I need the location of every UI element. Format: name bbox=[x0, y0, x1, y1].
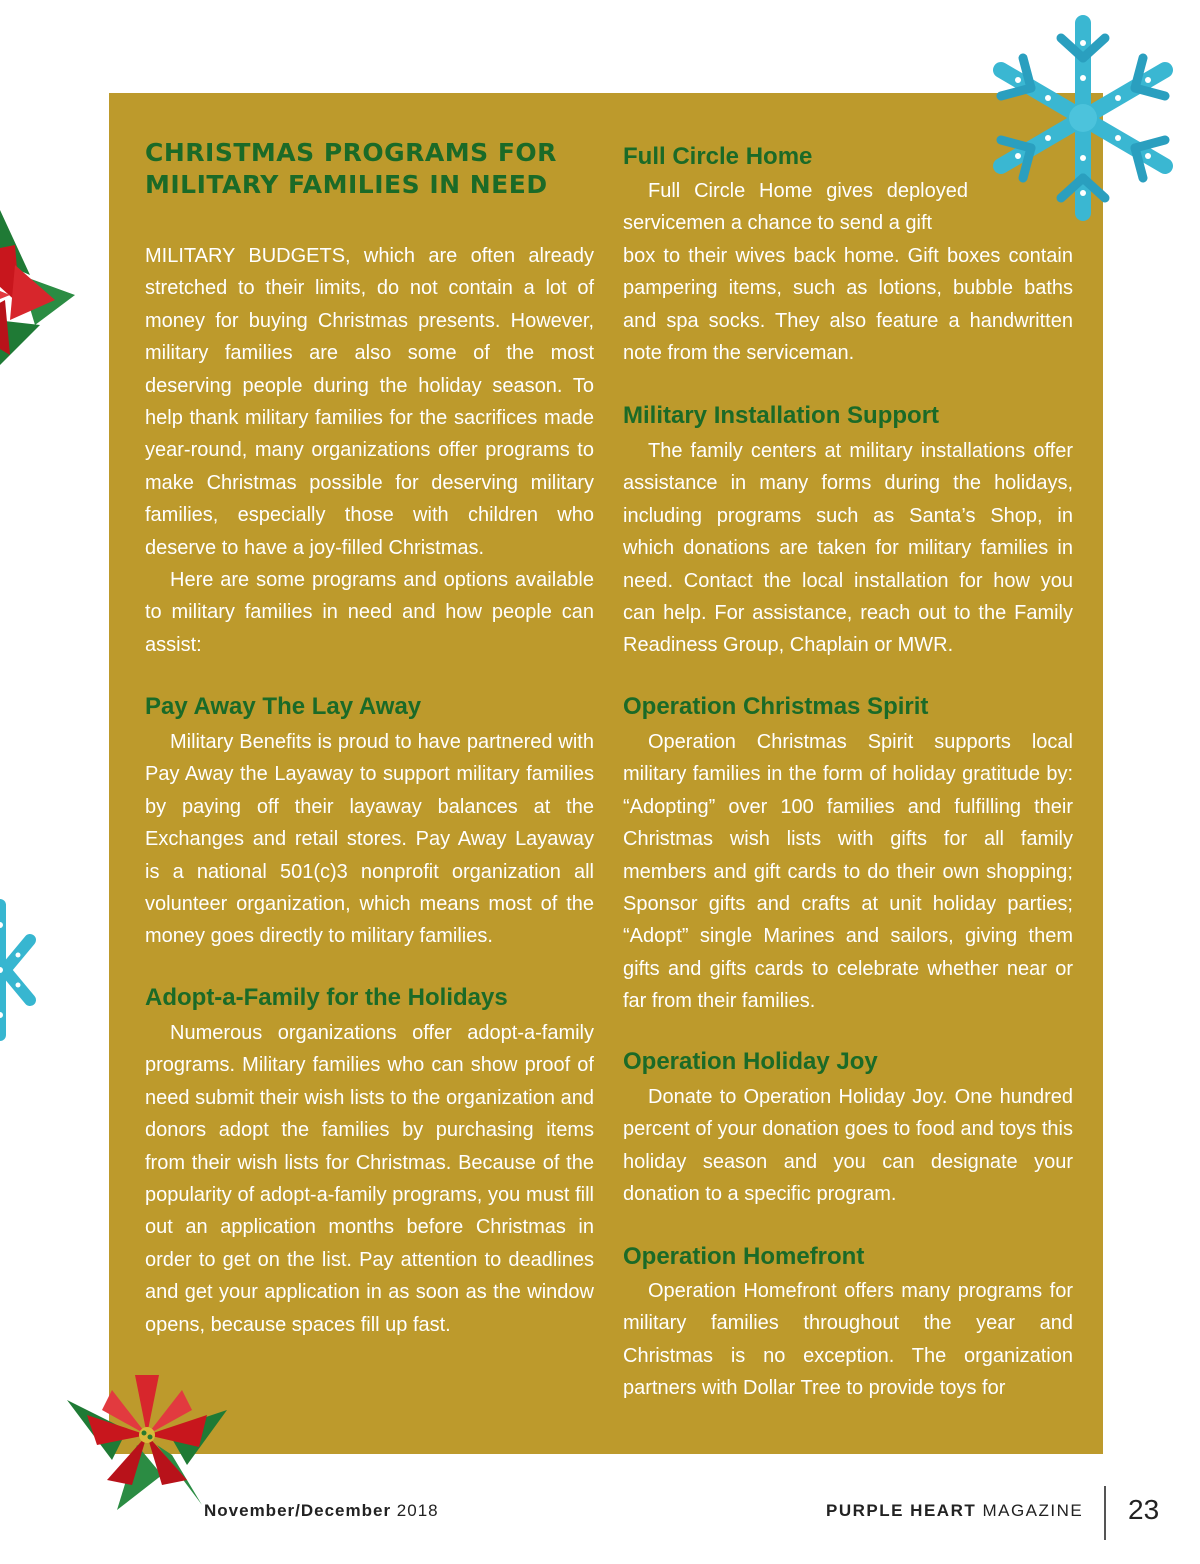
intro-text: , which are often already stretched to their limits, do not contain a lot of money for buying Christmas presents. However, military families are also some of the most deserving people during the holiday season. To help thank military families for the sacrifices made year-round, many organizations offer programs to make Christmas possible for deserving military families, especially those with children who deserve to have a joy-filled Christmas. bbox=[145, 245, 594, 559]
poinsettia-bottom-icon bbox=[65, 1365, 230, 1515]
section-heading-full-circle-home: Full Circle Home bbox=[623, 143, 813, 170]
poinsettia-left-icon bbox=[0, 205, 90, 405]
section-body-adopt-a-family: Numerous organizations offer adopt-a-family programs. Military families who can show proof of need submit their wish lists to the organization and donors adopt the families by purchasing items from their wish lists for Christmas. Because of the popularity of adopt-a-family programs, you must fill out an application months before Christmas in order to get on the list. Pay attention to deadlines and get your application in as soon as the window opens, because spaces fill up fast. bbox=[145, 1022, 594, 1336]
snowflake-left-icon bbox=[0, 895, 50, 1045]
footer-divider bbox=[1104, 1486, 1106, 1540]
section-body-pay-away: Military Benefits is proud to have partnered with Pay Away the Layaway to support military families by paying off their layaway balances at the Exchanges and retail stores. Pay Away Layaway is a national 501(c)3 nonprofit organization all volunteer organization, which means most of the money goes directly to military families. bbox=[145, 731, 594, 948]
intro-paragraph-2: Here are some programs and options available to military families in need and how people can assist: bbox=[145, 569, 594, 656]
section-body-christmas-spirit: Operation Christmas Spirit supports local military families in the form of holiday gratitude by: “Adopting” over 100 families and fulfilling their Christmas wish lists with gifts for all family members and gift cards to do their own shopping; Sponsor gifts and crafts at unit holiday parties; “Adopt” single Marines and sailors, giving them gifts and gifts cards to celebrate whether near or far from their families. bbox=[623, 731, 1073, 1013]
issue-year: 2018 bbox=[391, 1501, 439, 1520]
section-heading-holiday-joy: Operation Holiday Joy bbox=[623, 1048, 878, 1075]
page-number: 23 bbox=[1128, 1494, 1160, 1525]
intro-lead: MILITARY BUDGETS bbox=[145, 245, 346, 267]
issue-date bbox=[204, 1501, 439, 1521]
section-heading-adopt-a-family: Adopt-a-Family for the Holidays bbox=[145, 984, 508, 1011]
section-body-installation-support: The family centers at military installations offer assistance in many forms during the holidays, including programs such as Santa’s Shop, in which donations are taken for military families in need. Contact the local installation for how you can help. For assistance, reach out to the Family Readiness Group, Chaplain or MWR. bbox=[623, 440, 1073, 657]
title-line-1: CHRISTMAS PROGRAMS FOR bbox=[145, 138, 557, 167]
issue-month: November/December bbox=[204, 1501, 392, 1520]
section-body-full-circle-home-a: Full Circle Home gives deployed servicemen a chance to send a gift bbox=[623, 180, 968, 235]
magazine-name-bold: PURPLE HEART bbox=[826, 1501, 977, 1520]
section-heading-pay-away: Pay Away The Lay Away bbox=[145, 693, 422, 720]
section-heading-homefront: Operation Homefront bbox=[623, 1243, 865, 1270]
magazine-name-rest: MAGAZINE bbox=[976, 1501, 1084, 1520]
section-heading-installation-support: Military Installation Support bbox=[623, 402, 940, 429]
section-heading-christmas-spirit: Operation Christmas Spirit bbox=[623, 693, 929, 720]
title-line-2: MILITARY FAMILIES IN NEED bbox=[145, 170, 548, 199]
intro-paragraph bbox=[145, 240, 594, 564]
section-body-full-circle-home-b: box to their wives back home. Gift boxes contain pampering items, such as lotions, bubble baths and spa socks. They also feature a handwritten note from the serviceman. bbox=[623, 245, 1073, 365]
section-body-homefront: Operation Homefront offers many programs for military families throughout the year and Christmas is no exception. The organization partners with Dollar Tree to provide toys for bbox=[623, 1280, 1073, 1400]
article-title bbox=[145, 137, 605, 201]
article-panel bbox=[109, 93, 1103, 1454]
snowflake-top-right-icon bbox=[965, 10, 1200, 225]
section-body-holiday-joy: Donate to Operation Holiday Joy. One hundred percent of your donation goes to food and toys this holiday season and you can designate your donation to a specific program. bbox=[623, 1086, 1073, 1206]
magazine-name bbox=[826, 1501, 1083, 1521]
